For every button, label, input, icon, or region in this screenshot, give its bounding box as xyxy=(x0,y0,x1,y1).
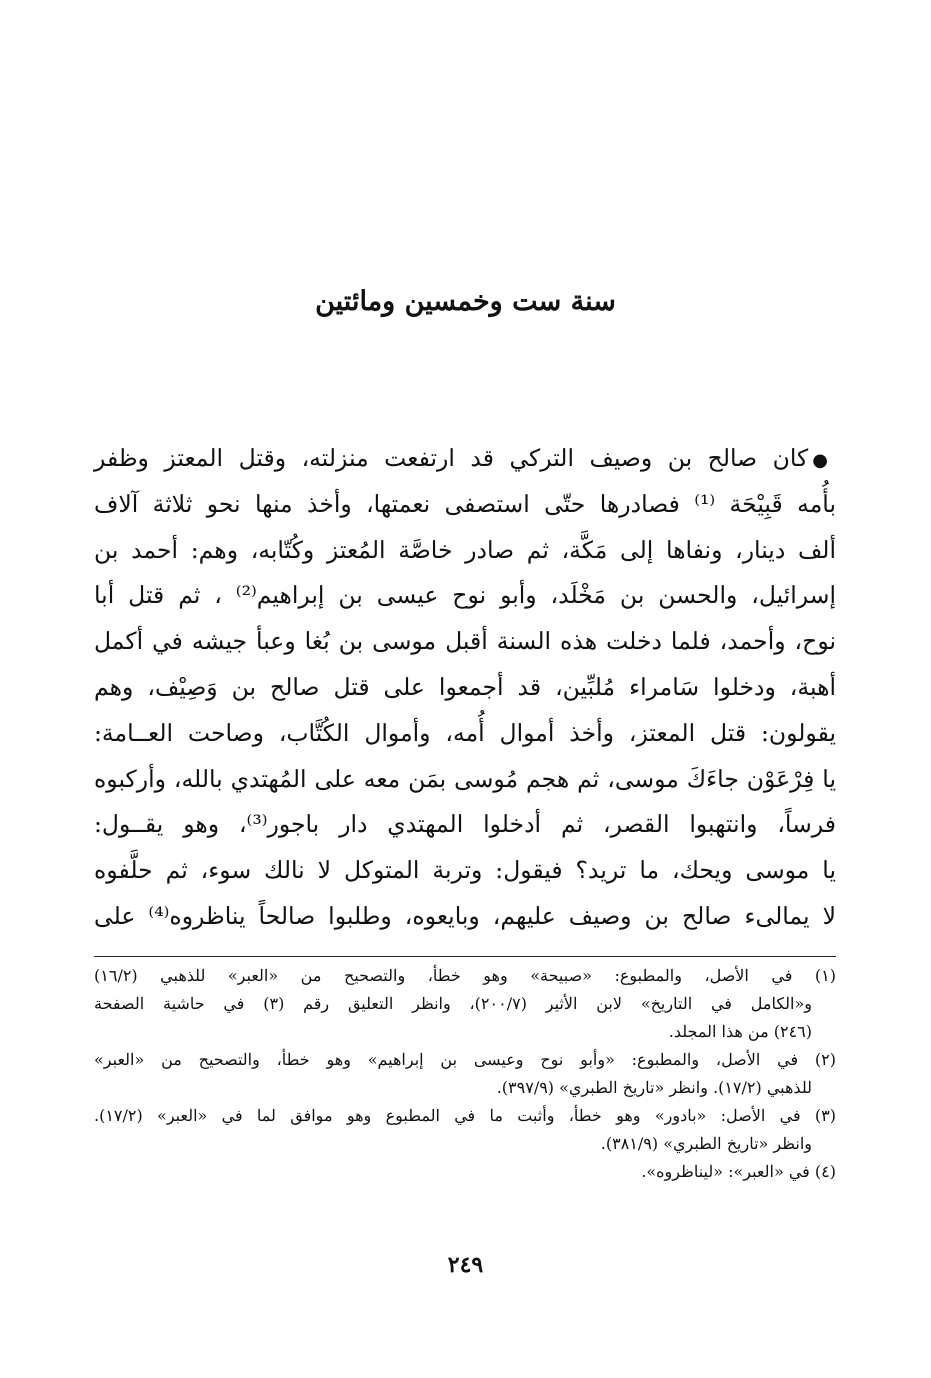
footnote-line: (٢) في الأصل، والمطبوع: «وأبو نوح وعيسى بن إبراهيم» وهو خطأ، والتصحيح من «العبر» xyxy=(94,1050,836,1069)
footnote-line: للذهبي (١٧/٢). وانظر «تاريخ الطبري» (٣٩٧/٩). xyxy=(496,1078,812,1097)
body-line-10: يا موسى ويحك، ما تريد؟ فيقول: وتربة المتوكل لا نالك سوء، ثم حلَّفوه xyxy=(94,856,836,885)
body-line-6: أهبة، ودخلوا سَامراء مُلبِّين، قد أجمعوا على قتل صالح بن وَصِيْف، وهم xyxy=(94,672,836,701)
footnote-line: وانظر «تاريخ الطبري» (٣٨١/٩). xyxy=(600,1134,812,1153)
footnote-line: و«الكامل في التاريخ» لابن الأثير (٢٠٠/٧)، وانظر التعليق رقم (٣) في حاشية الصفحة xyxy=(94,994,812,1013)
body-line-9: فرساً، وانتهبوا القصر، ثم أدخلوا المهتدي دار باجور⁽³⁾، وهو يقــول: xyxy=(94,810,836,839)
footnote-line: (٢٤٦) من هذا المجلد. xyxy=(668,1022,812,1041)
body-line-2: بأُمه قَبِيْحَة ⁽¹⁾ فصادرها حتّى استصفى نعمتها، وأخذ منها نحو ثلاثة آلاف xyxy=(94,489,836,518)
body-line-8: يا فِرْعَوْن جاءَكَ موسى، ثم هجم مُوسى بمَن معه على المُهتدي بالله، وأركبوه xyxy=(94,764,836,793)
chapter-title: سنة ست وخمسين ومائتين xyxy=(315,286,616,317)
body-line-1 xyxy=(94,436,836,482)
bullet-icon: ● xyxy=(812,450,836,471)
body-line-4: إسرائيل، والحسن بن مَخْلَد، وأبو نوح عيسى بن إبراهيم⁽²⁾ ، ثم قتل أبا xyxy=(94,581,836,610)
footnote-4 xyxy=(94,1158,836,1186)
footnote-divider xyxy=(94,956,836,957)
body-line-5: نوح، وأحمد، فلما دخلت هذه السنة أقبل موسى بن بُغا وعبأ جيشه في أكمل xyxy=(94,627,836,656)
body-line-7: يقولون: قتل المعتز، وأخذ أموال أُمه، وأموال الكُتَّاب، وصاحت العــامة: xyxy=(94,718,836,747)
footnote-1 xyxy=(94,962,836,1046)
body-line-text: كان صالح بن وصيف التركي قد ارتفعت منزلته، وقتل المعتز وظفر xyxy=(94,444,809,472)
footnote-2 xyxy=(94,1046,836,1102)
body-line-3: ألف دينار، ونفاها إلى مَكَّة، ثم صادر خاصَّة المُعتز وكُتّابه، وهم: أحمد بن xyxy=(94,535,836,564)
footnotes xyxy=(94,962,836,1186)
body-text xyxy=(94,436,836,940)
footnote-line: (٤) في «العبر»: «ليناظروه». xyxy=(641,1162,836,1181)
footnote-3 xyxy=(94,1102,836,1158)
body-line-11: لا يمالىء صالح بن وصيف عليهم، وبايعوه، وطلبوا صالحاً يناظروه⁽⁴⁾ على xyxy=(94,901,836,930)
footnote-line: (١) في الأصل، والمطبوع: «صبيحة» وهو خطأ، والتصحيح من «العبر» للذهبي (١٦/٢) xyxy=(94,966,836,985)
page-number: ٢٤٩ xyxy=(447,1252,484,1278)
footnote-line: (٣) في الأصل: «بادور» وهو خطأ، وأثبت ما في المطبوع وهو موافق لما في «العبر» (١٧/٢). xyxy=(94,1106,836,1125)
